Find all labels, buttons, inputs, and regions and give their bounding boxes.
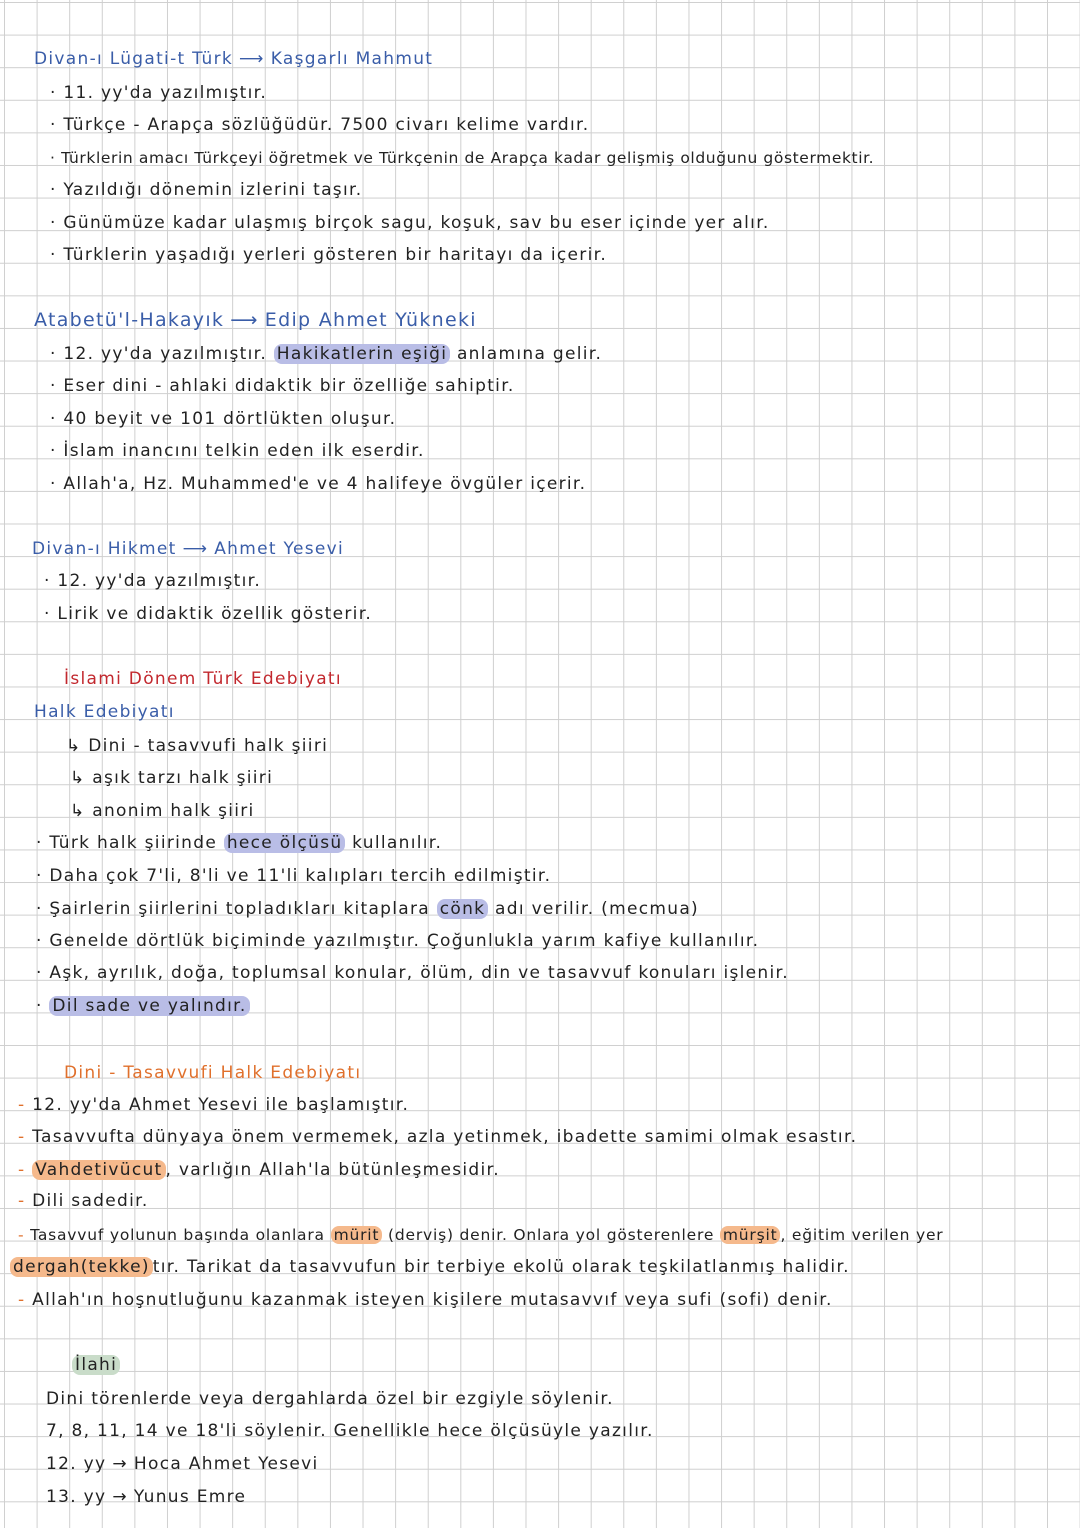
title-text: Divan-ı Hikmet (32, 539, 177, 559)
list-item: · Yazıldığı dönemin izlerini taşır. (50, 180, 363, 200)
highlight: mürşit (720, 1226, 781, 1244)
arrow-right-icon: ⟶ (239, 49, 265, 69)
list-item: · Türklerin amacı Türkçeyi öğretmek ve Türkçenin de Arapça kadar gelişmiş olduğunu göstermektir. (50, 149, 875, 167)
list-item: · Türk halk şiirinde hece ölçüsü kullanılır. (36, 833, 443, 853)
section-heading-islami: İslami Dönem Türk Edebiyatı (64, 669, 342, 689)
list-item: - 12. yy'da Ahmet Yesevi ile başlamıştır. (18, 1095, 410, 1115)
list-item: · İslam inancını telkin eden ilk eserdir. (50, 441, 425, 461)
branch-item: ↳ anonim halk şiiri (70, 801, 255, 821)
section-title-divan-hikmet (32, 538, 344, 560)
arrow-right-icon: → (112, 1487, 128, 1507)
list-item: · Günümüze kadar ulaşmış birçok sagu, koşuk, sav bu eser içinde yer alır. (50, 213, 770, 233)
text-line: 7, 8, 11, 14 ve 18'li söylenir. Genellikle hece ölçüsüyle yazılır. (46, 1421, 654, 1441)
section-title-divan-lugat (34, 48, 433, 70)
arrow-right-icon: ⟶ (182, 539, 209, 559)
title-text: Atabetü'l-Hakayık (34, 309, 225, 331)
list-item: - Vahdetivücut , varlığın Allah'la bütünleşmesidir. (18, 1160, 500, 1180)
highlight: mürit (331, 1226, 383, 1244)
list-item: · Daha çok 7'li, 8'li ve 11'li kalıpları tercih edilmiştir. (36, 866, 552, 886)
list-item: · Türkçe - Arapça sözlüğüdür. 7500 civarı kelime vardır. (50, 115, 590, 135)
author-text: Kaşgarlı Mahmut (270, 49, 434, 69)
list-item: · Dil sade ve yalındır. (36, 995, 250, 1017)
list-item: · Şairlerin şiirlerini topladıkları kitaplara cönk adı verilir. (mecmua) (36, 899, 699, 919)
highlight: Vahdetivücut (32, 1160, 165, 1180)
list-item: · 12. yy'da yazılmıştır. Hakikatlerin eşiği anlamına gelir. (50, 344, 603, 364)
list-item-continued: dergah(tekke) tır. Tarikat da tasavvufun bir terbiye ekolü olarak teşkilatlanmış halidir. (10, 1256, 850, 1278)
title-text: Divan-ı Lügati-t Türk (34, 49, 234, 69)
list-item: · Allah'a, Hz. Muhammed'e ve 4 halifeye övgüler içerir. (50, 474, 587, 494)
subheading-halk-edebiyati: Halk Edebiyatı (34, 702, 175, 722)
list-item: - Dili sadedir. (18, 1191, 149, 1211)
list-item: · Türklerin yaşadığı yerleri gösteren bir haritayı da içerir. (50, 245, 608, 265)
list-item: · Aşk, ayrılık, doğa, toplumsal konular, ölüm, din ve tasavvuf konuları işlenir. (36, 963, 789, 983)
list-item: - Tasavvuf yolunun başında olanlara mürit (derviş) denir. Onlara yol gösterenlere mürşit , eğitim verilen yer (18, 1226, 944, 1244)
list-item: · 40 beyit ve 101 dörtlükten oluşur. (50, 409, 397, 429)
arrow-right-icon: ⟶ (230, 309, 259, 331)
highlight: hece ölçüsü (224, 833, 346, 853)
list-item: · Genelde dörtlük biçiminde yazılmıştır. Çoğunlukla yarım kafiye kullanılır. (36, 931, 760, 951)
section-heading-dini: Dini - Tasavvufi Halk Edebiyatı (64, 1063, 362, 1083)
branch-item: ↳ Dini - tasavvufi halk şiiri (66, 736, 329, 756)
arrow-right-icon: → (112, 1454, 128, 1474)
list-item: · Lirik ve didaktik özellik gösterir. (44, 604, 373, 624)
branch-item: ↳ aşık tarzı halk şiiri (70, 768, 274, 788)
author-text: Edip Ahmet Yükneki (264, 309, 477, 331)
highlight: Dil sade ve yalındır. (49, 996, 249, 1016)
highlight: Hakikatlerin eşiği (274, 344, 450, 364)
list-item: · 11. yy'da yazılmıştır. (50, 83, 268, 103)
highlight: dergah(tekke) (10, 1257, 153, 1277)
list-item: · 12. yy'da yazılmıştır. (44, 571, 262, 591)
text-line: Dini törenlerde veya dergahlarda özel bir ezgiyle söylenir. (46, 1389, 614, 1409)
list-item: · Eser dini - ahlaki didaktik bir özelliğe sahiptir. (50, 376, 515, 396)
century-row: 12. yy → Hoca Ahmet Yesevi (46, 1454, 319, 1474)
section-heading-ilahi: İlahi (72, 1354, 120, 1376)
highlight: cönk (437, 899, 489, 919)
section-title-atabetul (34, 309, 477, 331)
list-item: - Tasavvufta dünyaya önem vermemek, azla yetinmek, ibadette samimi olmak esastır. (18, 1127, 858, 1147)
century-row: 13. yy → Yunus Emre (46, 1487, 247, 1507)
author-text: Ahmet Yesevi (214, 539, 345, 559)
list-item: - Allah'ın hoşnutluğunu kazanmak isteyen kişilere mutasavvıf veya sufi (sofi) denir. (18, 1290, 833, 1310)
